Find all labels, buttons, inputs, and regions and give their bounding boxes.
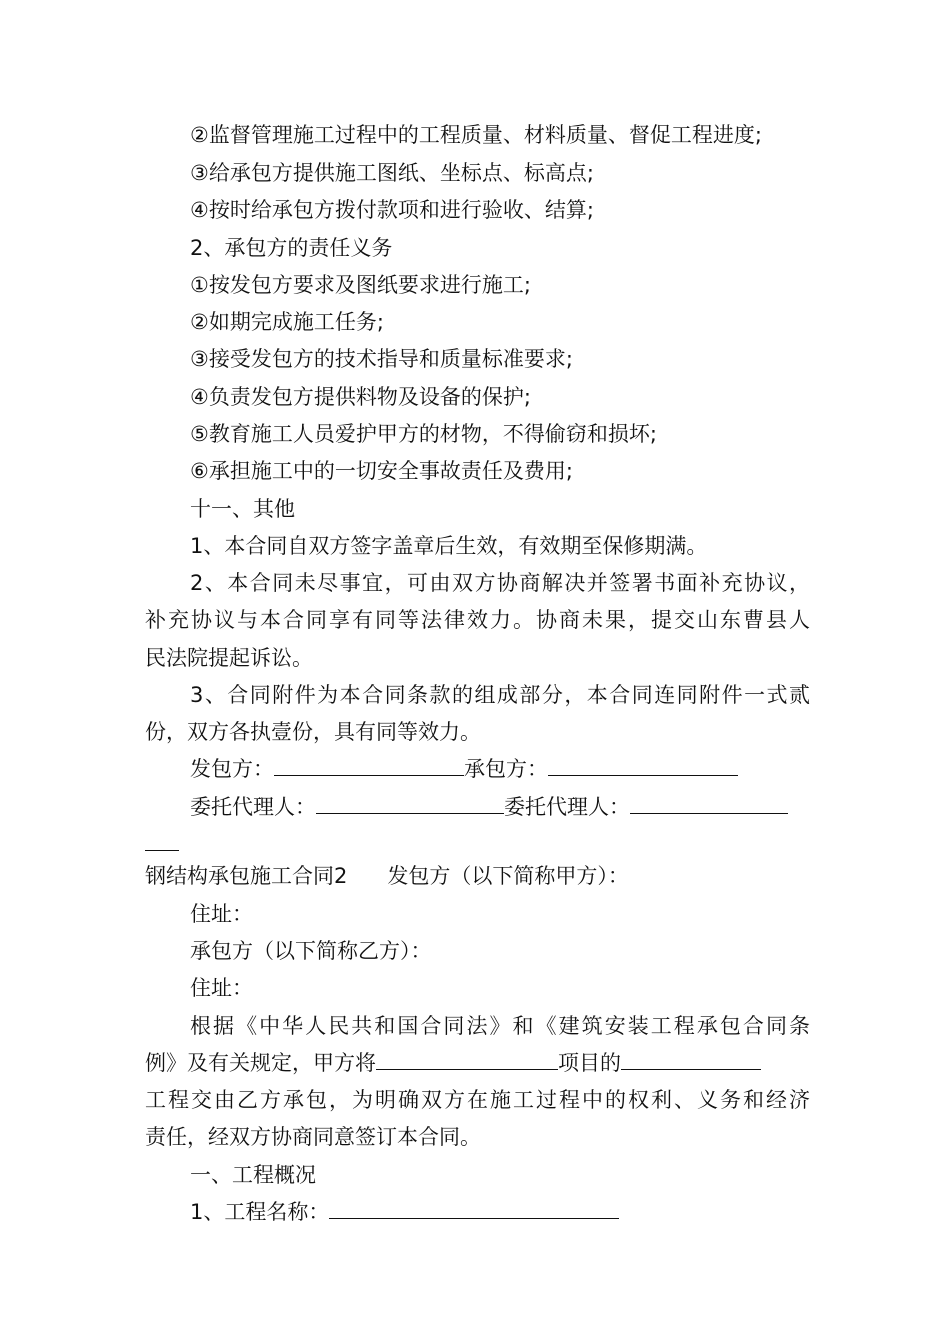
- agent-line: [190, 789, 810, 826]
- paragraph: 住址：: [190, 902, 253, 926]
- paragraph: ④负责发包方提供料物及设备的保护;: [190, 385, 531, 409]
- section-heading: 2、承包方的责任义务: [190, 236, 393, 260]
- agent-label-1: 委托代理人：: [190, 795, 316, 819]
- agent-blank-1: [316, 791, 504, 814]
- paragraph: ②监督管理施工过程中的工程质量、材料质量、督促工程进度;: [190, 123, 762, 147]
- paragraph: 补充协议与本合同享有同等法律效力。协商未果，提交山东曹县人: [145, 608, 810, 632]
- contract-title-line: [145, 858, 810, 895]
- contract-title: 钢结构承包施工合同2: [145, 864, 348, 888]
- paragraph: 工程交由乙方承包，为明确双方在施工过程中的权利、义务和经济: [145, 1088, 810, 1112]
- paragraph: 份，双方各执壹份，具有同等效力。: [145, 720, 481, 744]
- contractor-blank: [548, 753, 738, 776]
- paragraph: ①按发包方要求及图纸要求进行施工;: [190, 273, 531, 297]
- section-heading: 十一、其他: [190, 497, 295, 521]
- paragraph: ⑥承担施工中的一切安全事故责任及费用;: [190, 459, 573, 483]
- agent-blank-2: [630, 791, 788, 814]
- employer-blank: [274, 753, 464, 776]
- paragraph: 1、本合同自双方签字盖章后生效，有效期至保修期满。: [190, 534, 708, 558]
- project-name-blank: [329, 1196, 619, 1219]
- paragraph: 责任，经双方协商同意签订本合同。: [145, 1125, 481, 1149]
- paragraph: ②如期完成施工任务;: [190, 310, 384, 334]
- agent-blank-2-cont: [145, 828, 179, 851]
- paragraph: 根据《中华人民共和国合同法》和《建筑安装工程承包合同条: [190, 1014, 810, 1038]
- paragraph: ④按时给承包方拨付款项和进行验收、结算;: [190, 198, 594, 222]
- paragraph: ③接受发包方的技术指导和质量标准要求;: [190, 347, 573, 371]
- section-heading: 一、工程概况: [190, 1163, 316, 1187]
- paragraph: 承包方（以下简称乙方）：: [190, 939, 432, 963]
- project-text-2: 项目的: [558, 1051, 621, 1075]
- agent-label-2: 委托代理人：: [504, 795, 630, 819]
- employer-heading: 发包方（以下简称甲方）：: [387, 864, 629, 888]
- signature-line: [190, 751, 810, 788]
- paragraph: ⑤教育施工人员爱护甲方的材物，不得偷窃和损坏;: [190, 422, 657, 446]
- project-text-1: 例》及有关规定，甲方将: [145, 1051, 376, 1075]
- project-blank: [376, 1047, 558, 1070]
- paragraph: 住址：: [190, 976, 253, 1000]
- paragraph: 3、合同附件为本合同条款的组成部分，本合同连同附件一式贰: [190, 683, 810, 707]
- employer-label: 发包方：: [190, 757, 274, 781]
- project-name-label: 1、工程名称：: [190, 1200, 330, 1224]
- contractor-label: 承包方：: [464, 757, 548, 781]
- paragraph: 2、本合同未尽事宜，可由双方协商解决并签署书面补充协议，: [190, 571, 810, 595]
- paragraph: ③给承包方提供施工图纸、坐标点、标高点;: [190, 161, 594, 185]
- project-name-line: [190, 1194, 810, 1231]
- project-blank-2: [621, 1047, 761, 1070]
- project-line: [145, 1045, 810, 1082]
- paragraph: 民法院提起诉讼。: [145, 646, 313, 670]
